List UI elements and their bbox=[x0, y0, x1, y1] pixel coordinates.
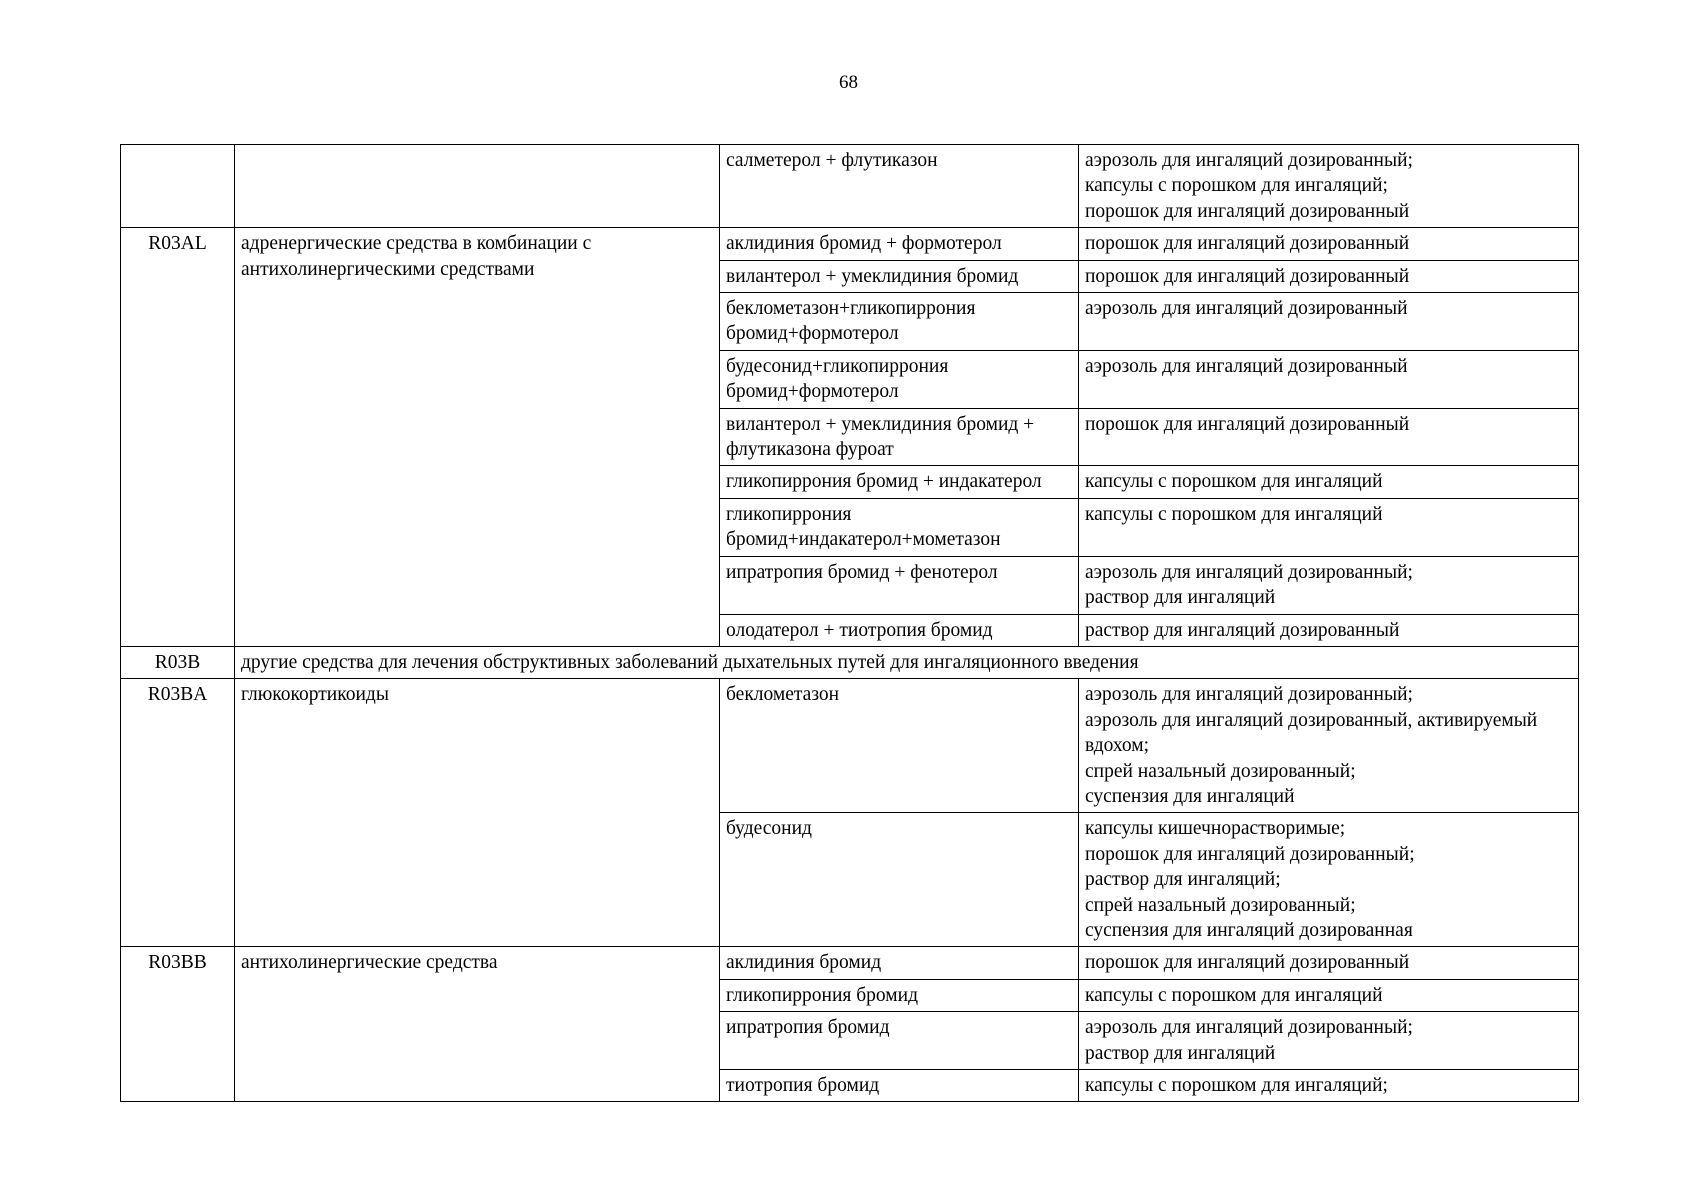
substance-cell: ипратропия бромид + фенотерол bbox=[720, 556, 1079, 614]
group-name-cell: другие средства для лечения обструктивных заболеваний дыхательных путей для ингаляционного введения bbox=[235, 646, 1579, 678]
substance-cell: тиотропия бромид bbox=[720, 1070, 1079, 1102]
atc-code-cell bbox=[121, 145, 235, 228]
dosage-form-cell: аэрозоль для ингаляций дозированный bbox=[1079, 350, 1579, 408]
substance-cell: будесонид bbox=[720, 813, 1079, 947]
dosage-form-cell: аэрозоль для ингаляций дозированный; раствор для ингаляций bbox=[1079, 1012, 1579, 1070]
substance-cell: вилантерол + умеклидиния бромид + флутиказона фуроат bbox=[720, 408, 1079, 466]
substance-cell: беклометазон+гликопиррония бромид+формотерол bbox=[720, 293, 1079, 351]
atc-code-cell: R03AL bbox=[121, 228, 235, 647]
substance-cell: салметерол + флутиказон bbox=[720, 145, 1079, 228]
page-number: 68 bbox=[839, 72, 858, 93]
dosage-form-cell: аэрозоль для ингаляций дозированный; капсулы с порошком для ингаляций; порошок для ингаляций дозированный bbox=[1079, 145, 1579, 228]
group-name-cell: адренергические средства в комбинации с антихолинергическими средствами bbox=[235, 228, 720, 647]
substance-cell: аклидиния бромид + формотерол bbox=[720, 228, 1079, 260]
substance-cell: ипратропия бромид bbox=[720, 1012, 1079, 1070]
atc-code-cell: R03BB bbox=[121, 947, 235, 1102]
dosage-form-cell: порошок для ингаляций дозированный bbox=[1079, 260, 1579, 292]
substance-cell: гликопиррония бромид + индакатерол bbox=[720, 466, 1079, 498]
dosage-form-cell: капсулы кишечнорастворимые; порошок для ингаляций дозированный; раствор для ингаляций; спрей назальный дозированный; суспензия для ингаляций дозированная bbox=[1079, 813, 1579, 947]
substance-cell: гликопиррония бромид bbox=[720, 979, 1079, 1011]
dosage-form-cell: капсулы с порошком для ингаляций bbox=[1079, 498, 1579, 556]
substance-cell: вилантерол + умеклидиния бромид bbox=[720, 260, 1079, 292]
substance-cell: будесонид+гликопиррония бромид+формотерол bbox=[720, 350, 1079, 408]
dosage-form-cell: порошок для ингаляций дозированный bbox=[1079, 408, 1579, 466]
table-row bbox=[121, 646, 1579, 678]
table-row bbox=[121, 947, 1579, 979]
substance-cell: беклометазон bbox=[720, 679, 1079, 813]
dosage-form-cell: раствор для ингаляций дозированный bbox=[1079, 614, 1579, 646]
table-row bbox=[121, 145, 1579, 228]
drug-table bbox=[120, 144, 1579, 1102]
substance-cell: олодатерол + тиотропия бромид bbox=[720, 614, 1079, 646]
substance-cell: гликопиррония бромид+индакатерол+мометазон bbox=[720, 498, 1079, 556]
substance-cell: аклидиния бромид bbox=[720, 947, 1079, 979]
table-row bbox=[121, 679, 1579, 813]
dosage-form-cell: порошок для ингаляций дозированный bbox=[1079, 947, 1579, 979]
dosage-form-cell: капсулы с порошком для ингаляций; bbox=[1079, 1070, 1579, 1102]
atc-code-cell: R03BA bbox=[121, 679, 235, 947]
table-row bbox=[121, 228, 1579, 260]
dosage-form-cell: аэрозоль для ингаляций дозированный; аэрозоль для ингаляций дозированный, активируемый вдохом; спрей назальный дозированный; суспензия для ингаляций bbox=[1079, 679, 1579, 813]
dosage-form-cell: порошок для ингаляций дозированный bbox=[1079, 228, 1579, 260]
dosage-form-cell: аэрозоль для ингаляций дозированный; раствор для ингаляций bbox=[1079, 556, 1579, 614]
dosage-form-cell: капсулы с порошком для ингаляций bbox=[1079, 466, 1579, 498]
group-name-cell bbox=[235, 145, 720, 228]
group-name-cell: глюкокортикоиды bbox=[235, 679, 720, 947]
atc-code-cell: R03B bbox=[121, 646, 235, 678]
dosage-form-cell: аэрозоль для ингаляций дозированный bbox=[1079, 293, 1579, 351]
dosage-form-cell: капсулы с порошком для ингаляций bbox=[1079, 979, 1579, 1011]
group-name-cell: антихолинергические средства bbox=[235, 947, 720, 1102]
